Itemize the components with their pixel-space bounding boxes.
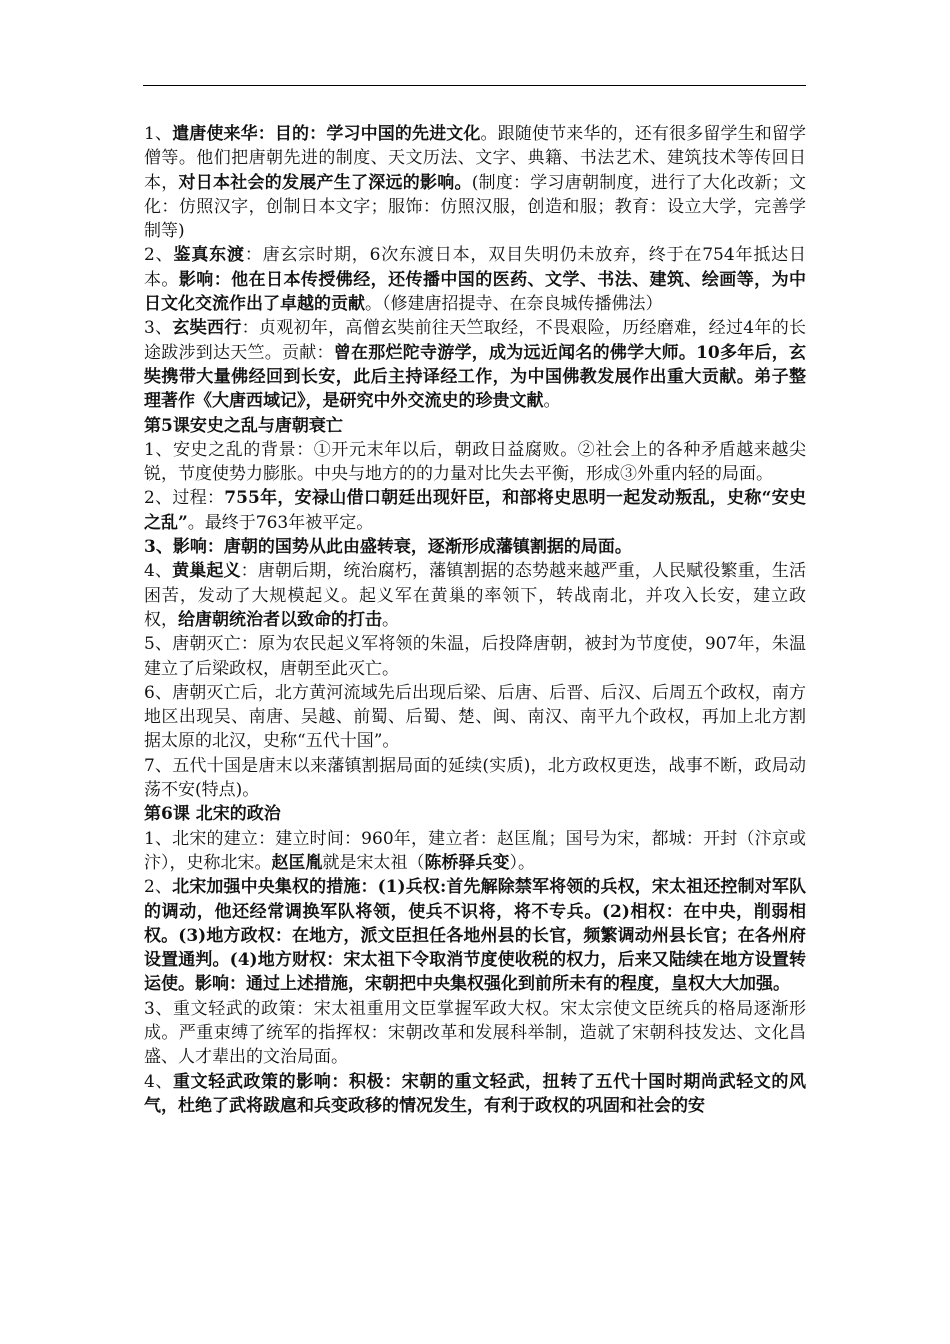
paragraph <box>144 243 806 316</box>
bold-text: 赵匡胤 <box>271 852 323 873</box>
text-run: ：唐玄宗时期，6次东渡日本，双目失明仍未放弃，终于在754年抵达日本。 <box>144 245 806 290</box>
text-run: 。最终于763年被平定。 <box>187 512 374 533</box>
paragraph <box>144 632 806 681</box>
bold-text: 玄奘西行 <box>172 318 242 339</box>
text-run: 。 <box>543 391 561 412</box>
text-run: 3、 <box>144 318 173 339</box>
text-run: 4、 <box>144 561 173 582</box>
bold-text: 对日本社会的发展产生了深远的影响。 <box>178 172 472 193</box>
bold-text: 黄巢起义 <box>172 561 241 582</box>
bold-text: 第6课 北宋的政治 <box>144 804 281 825</box>
text-run: 1、 <box>144 124 173 144</box>
bold-text: 3、影响：唐朝的国势从此由盛转衰，逐渐形成藩镇割据的局面。 <box>144 537 632 558</box>
text-run: 2、 <box>144 245 174 266</box>
text-run: 6、唐朝灭亡后，北方黄河流域先后出现后梁、后唐、后晋、后汉、后周五个政权，南方地区出现吴、南唐、吴越、前蜀、后蜀、楚、闽、南汉、南平九个政权，再加上北方割据太原的北汉，史称“五代十国”。 <box>144 682 806 752</box>
text-run: 就是宋太祖（ <box>322 852 425 873</box>
paragraph <box>144 681 806 754</box>
paragraph <box>144 754 806 803</box>
bold-text: 北宋加强中央集权的措施：(1)兵权:首先解除禁军将领的兵权，宋太祖还控制对军队的调动，他还经常调换军队将领，使兵不识将，将不专兵。(2)相权：在中央，削弱相权。(3)地方政权：在地方，派文臣担任各地州县的长官，频繁调动州县长官；在各州府设置通判。(4)地方财权：宋太祖下令取消节度使收税的权力，后来又陆续在地方设置转运使。影响：通过上述措施，宋朝把中央集权强化到前所未有的程度，皇权大大加强。 <box>144 877 806 995</box>
paragraph <box>144 122 806 243</box>
text-run: 。（修建唐招提寺、在奈良城传播佛法） <box>365 294 663 315</box>
bold-text: 重文轻武政策的影响：积极：宋朝的重文轻武，扭转了五代十国时期尚武轻文的风气，杜绝了武将跋扈和兵变政移的情况发生，有利于政权的巩固和社会的安 <box>144 1071 806 1116</box>
text-run: 1、北宋的建立：建立时间：960年，建立者：赵匡胤；国号为宋，都城：开封（汴京或汴），史称北宋。 <box>144 828 806 873</box>
bold-text: 给唐朝统治者以致命的打击 <box>178 609 382 630</box>
text-run: 4、 <box>144 1071 174 1092</box>
bold-text: 第5课安史之乱与唐朝衰亡 <box>144 415 343 436</box>
text-run: 2、 <box>144 877 173 898</box>
header-rule <box>143 85 806 86</box>
bold-text: 影响：他在日本传授佛经，还传播中国的医药、文学、书法、建筑、绘画等，为中日文化交流作出了卓越的贡献 <box>144 269 807 315</box>
text-run: ：贞观初年，高僧玄奘前往天竺取经，不畏艰险，历经磨难，经过4年的长途跋涉到达天竺。贡献： <box>144 318 806 363</box>
paragraph <box>144 316 806 413</box>
bold-text: 鉴真东渡 <box>173 245 245 266</box>
paragraph <box>144 414 806 438</box>
text-run: 3、重文轻武的政策：宋太祖重用文臣掌握军政大权。宋太宗使文臣统兵的格局逐渐形成。严重束缚了统军的指挥权：宋朝改革和发展科举制，造就了宋朝科技发达、文化昌盛、人才辈出的文治局面。 <box>144 998 806 1068</box>
text-run: 。 <box>382 609 399 630</box>
paragraph <box>144 875 806 996</box>
paragraph <box>144 438 806 487</box>
paragraph <box>144 559 806 632</box>
paragraph <box>144 535 806 559</box>
paragraph <box>144 1070 806 1119</box>
text-run: (制度：学习唐朝制度，进行了大化改新；文化：仿照汉字，创制日本文字；服饰：仿照汉服，创造和服；教育：设立大学，完善学制等) <box>144 172 806 242</box>
text-run: ）。 <box>509 852 535 873</box>
text-run: 。跟随使节来华的，还有很多留学生和留学僧等。他们把唐朝先进的制度、天文历法、文字、典籍、书法艺术、建筑技术等传回日本， <box>144 124 806 193</box>
bold-text: 陈桥驿兵变 <box>424 852 510 873</box>
bold-text: 曾在那烂陀寺游学，成为远近闻名的佛学大师。10多年后，玄奘携带大量佛经回到长安，此后主持译经工作，为中国佛教发展作出重大贡献。弟子整理著作《大唐西域记》，是研究中外交流史的珍贵文献 <box>144 342 807 412</box>
paragraph <box>144 997 806 1070</box>
text-run: 2、过程： <box>144 488 225 509</box>
paragraph <box>144 802 806 826</box>
text-run: ：唐朝后期，统治腐朽，藩镇割据的态势越来越严重，人民赋役繁重，生活困苦，发动了大规模起义。起义军在黄巢的率领下，转战南北，并攻入长安，建立政权， <box>144 561 806 630</box>
text-run: 7、五代十国是唐末以来藩镇割据局面的延续(实质)，北方政权更迭，战事不断，政局动荡不安(特点)。 <box>144 755 806 801</box>
document-body <box>144 122 806 1118</box>
bold-text: 755年，安禄山借口朝廷出现奸臣，和部将史思明一起发动叛乱，史称“安史之乱” <box>144 488 806 533</box>
bold-text: 遣唐使来华：目的：学习中国的先进文化 <box>172 124 481 144</box>
text-run: 1、安史之乱的背景：①开元末年以后，朝政日益腐败。②社会上的各种矛盾越来越尖锐，节度使势力膨胀。中央与地方的的力量对比失去平衡，形成③外重内轻的局面。 <box>144 439 806 485</box>
text-run: 5、唐朝灭亡：原为农民起义军将领的朱温，后投降唐朝，被封为节度使，907年，朱温建立了后梁政权，唐朝至此灭亡。 <box>144 634 806 679</box>
paragraph <box>144 827 806 876</box>
paragraph <box>144 486 806 535</box>
